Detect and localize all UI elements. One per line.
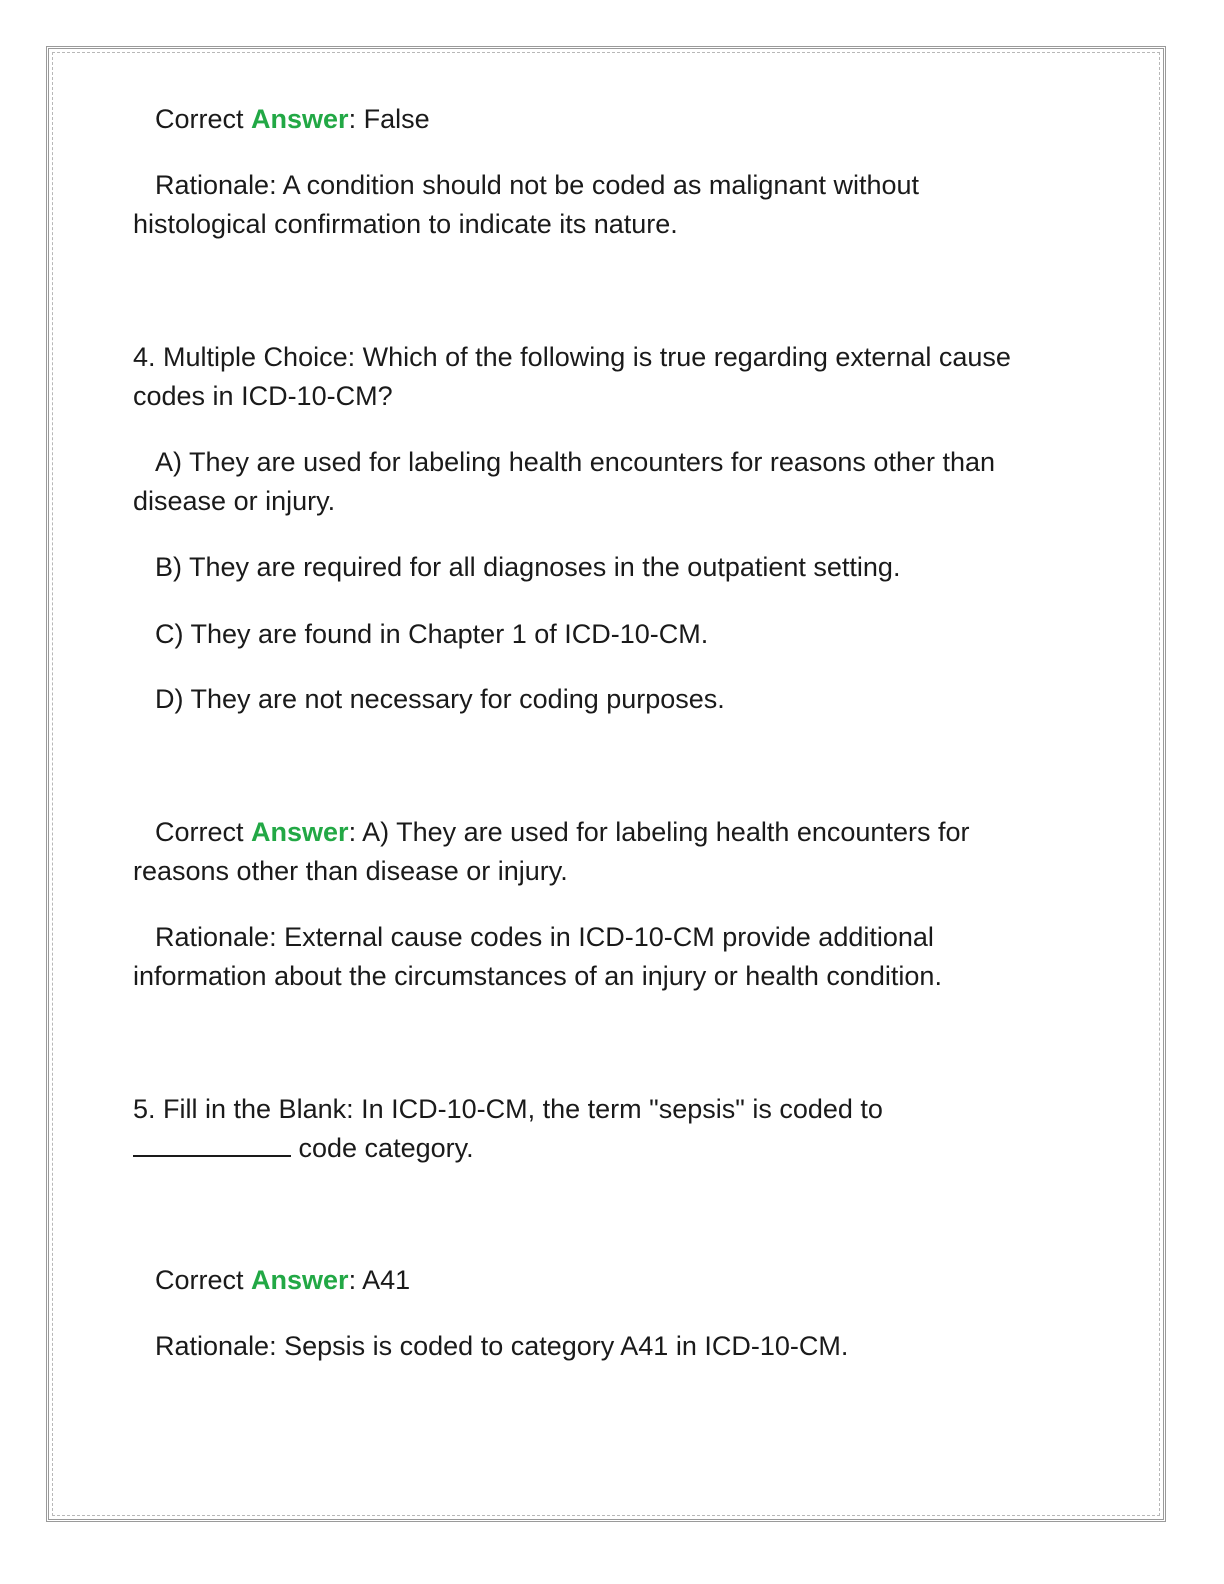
question-text: 4. Multiple Choice: Which of the following is true regarding external cause codes in ICD-10-CM? bbox=[133, 342, 1011, 411]
question-text-after-blank: code category. bbox=[291, 1133, 474, 1163]
q4-rationale bbox=[133, 918, 1043, 996]
q4-option-b bbox=[133, 548, 900, 587]
q5-rationale bbox=[133, 1327, 848, 1366]
rationale-text: Rationale: Sepsis is coded to category A41 in ICD-10-CM. bbox=[155, 1331, 849, 1361]
answer-prefix: Correct bbox=[155, 817, 252, 847]
q4-option-c bbox=[133, 615, 708, 654]
answer-value: : False bbox=[348, 104, 430, 134]
answer-value: : A41 bbox=[348, 1265, 411, 1295]
option-text: A) They are used for labeling health encounters for reasons other than disease or injury. bbox=[133, 447, 996, 516]
option-text: D) They are not necessary for coding purposes. bbox=[155, 684, 725, 714]
rationale-text: Rationale: A condition should not be coded as malignant without histological confirmation to indicate its nature. bbox=[133, 170, 920, 239]
answer-value: : A) They are used for labeling health encounters for reasons other than disease or injury. bbox=[133, 817, 970, 886]
q4-correct-answer bbox=[133, 813, 1053, 891]
answer-keyword: Answer bbox=[251, 1265, 349, 1295]
answer-keyword: Answer bbox=[251, 104, 349, 134]
option-text: C) They are found in Chapter 1 of ICD-10-CM. bbox=[155, 619, 709, 649]
rationale-text: Rationale: External cause codes in ICD-10-CM provide additional information about the circumstances of an injury or health condition. bbox=[133, 922, 942, 991]
question-text: 5. Fill in the Blank: In ICD-10-CM, the term "sepsis" is coded to bbox=[133, 1094, 883, 1124]
answer-keyword: Answer bbox=[251, 817, 349, 847]
q4-question bbox=[133, 338, 1033, 416]
option-text: B) They are required for all diagnoses in the outpatient setting. bbox=[155, 552, 901, 582]
q3-rationale bbox=[133, 166, 1033, 244]
q5-question bbox=[133, 1090, 1033, 1168]
page-border bbox=[46, 46, 1166, 1522]
q3-correct-answer bbox=[133, 100, 430, 139]
q4-option-d bbox=[133, 680, 725, 719]
answer-prefix: Correct bbox=[155, 104, 252, 134]
q5-correct-answer bbox=[133, 1261, 410, 1300]
answer-prefix: Correct bbox=[155, 1265, 252, 1295]
fill-in-blank-line bbox=[133, 1133, 291, 1157]
q4-option-a bbox=[133, 443, 1078, 521]
